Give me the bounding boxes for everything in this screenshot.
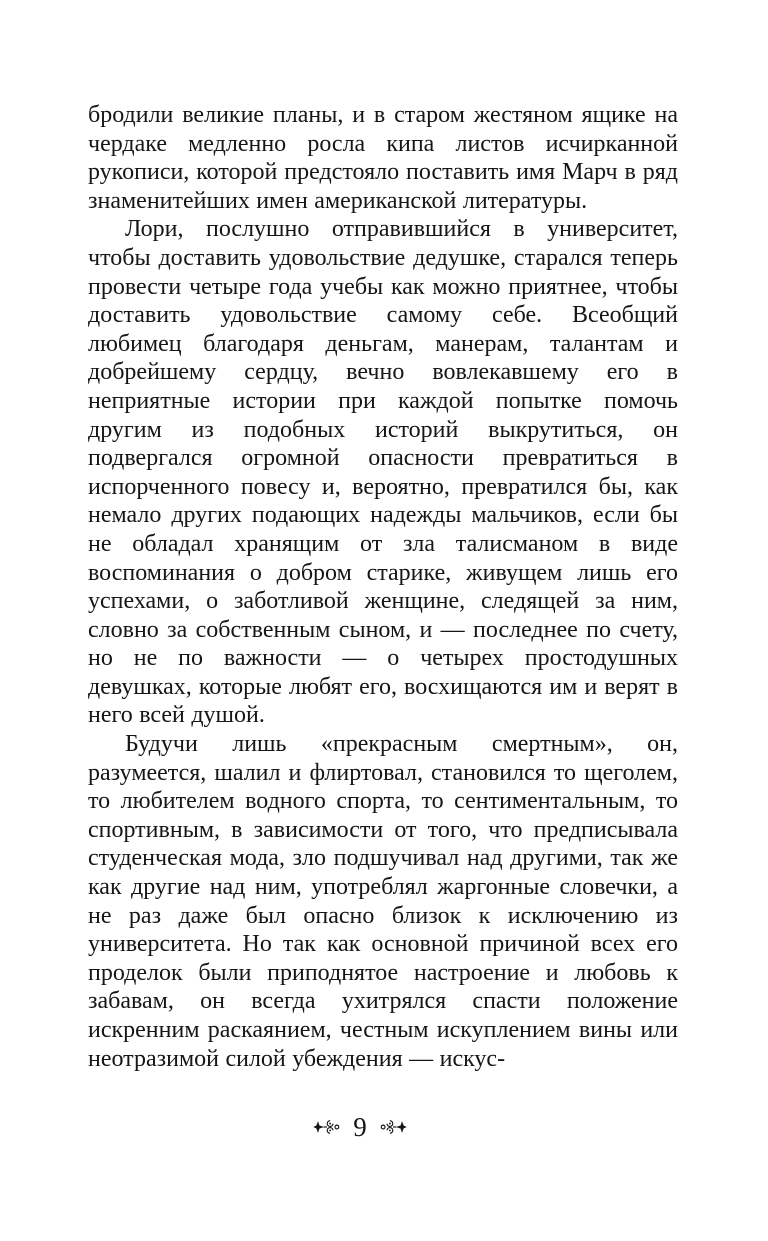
page-footer	[0, 1112, 744, 1142]
body-paragraph: Лори, послушно отправившийся в университет, чтобы доставить удовольствие дедушке, старался теперь провести четыре года учебы как можно приятнее, чтобы доставить удовольствие самому себе. Всеобщий любимец благодаря деньгам, манерам, талантам и добрейшему сердцу, вечно вовлекавшему его в неприятные истории при каждой попытке помочь другим из подобных историй выкрутиться, он подвергался огромной опасности превратиться в испорченного повесу и, вероятно, превратился бы, как немало других подающих надежды мальчиков, если бы не обладал хранящим от зла талисманом в виде воспоминания о добром старике, живущем лишь его успехами, о заботливой женщине, следящей за ним, словно за собственным сыном, и — последнее по счету, но не по важности — о четырех простодушных девушках, которые любят его, восхищаются им и верят в него всей душой.	[88, 216, 678, 729]
fleuron-right-icon	[380, 1115, 407, 1139]
body-paragraph: бродили великие планы, и в старом жестяном ящике на чердаке медленно росла кипа листов исчирканной рукописи, которой предстояло поставить имя Марч в ряд знаменитейших имен американской литературы.	[88, 102, 678, 214]
body-paragraph: Будучи лишь «прекрасным смертным», он, разумеется, шалил и флиртовал, становился то щеголем, то любителем водного спорта, то сентиментальным, то спортивным, в зависимости от того, что предписывала студенческая мода, зло подшучивал над другими, так же как другие над ним, употреблял жаргонные словечки, а не раз даже был опасно близок к исключению из университета. Но так как основной причиной всех его проделок были приподнятое настроение и любовь к забавам, он всегда ухитрялся спасти положение искренним раскаянием, честным искуплением вины или неотразимой силой убеждения — искус-	[88, 731, 678, 1072]
page-number: 9	[353, 1112, 367, 1142]
fleuron-left-icon	[313, 1115, 340, 1139]
body-text	[88, 101, 678, 1107]
